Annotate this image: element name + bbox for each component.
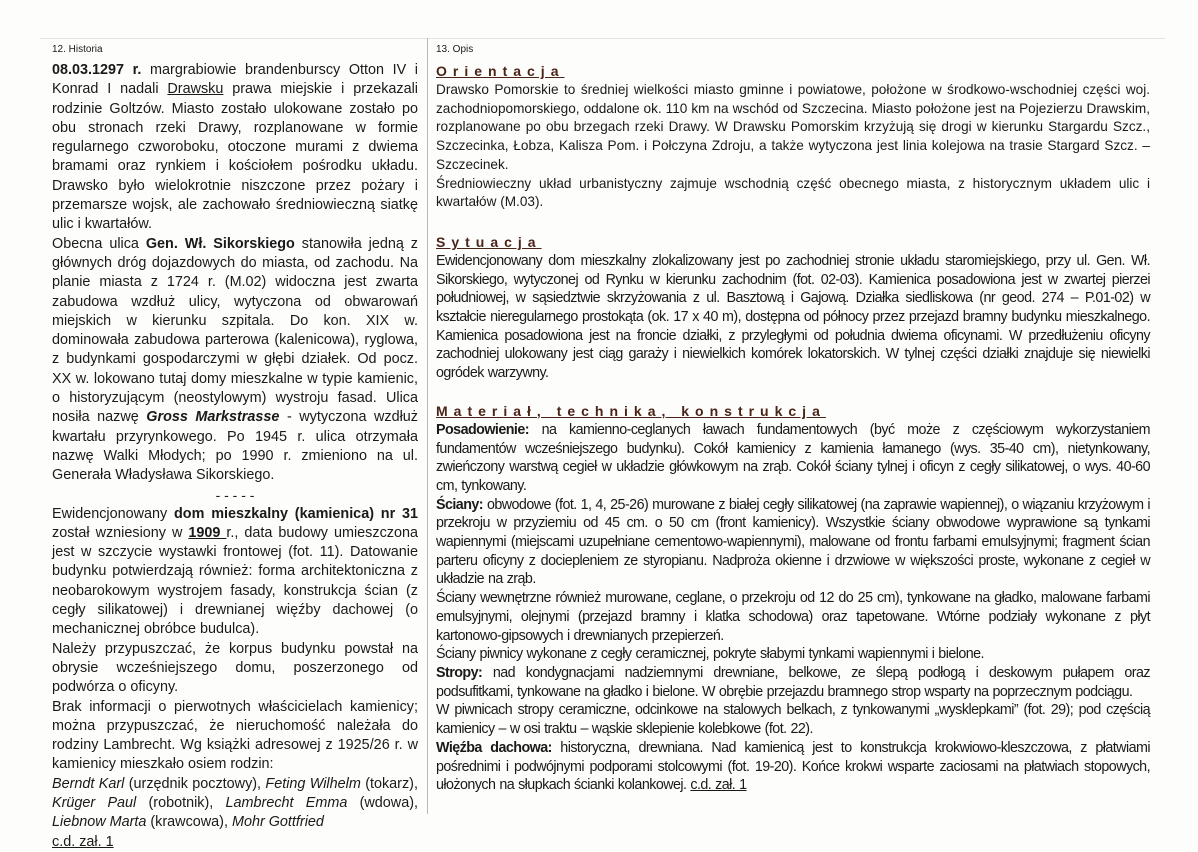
orientacja-paragraph-1: Drawsko Pomorskie to średniej wielkości miasto gminne i powiatowe, położone w środkowo-wschodniej części woj. zachodniopomorskiego, oddalone ok. 110 km na wschód od Szczecina. Miasto położone jest na Pojezierzu Drawskim, rozplanowane po obu brzegach rzeki Drawy. W Drawsku Pomorskim krzyżują się drogi w kierunku Stargardu Szcz., Szczecinka, Łobza, Kalisza Pom. i Połczyna Zdroju, a także wytyczona jest linia kolejowa na trasie Stargard Szcz. – Szczecinek.	[436, 82, 1150, 172]
residents-list	[52, 775, 418, 833]
old-street-name: Gross Markstrasse	[146, 409, 280, 426]
history-paragraph-2	[52, 235, 418, 486]
founding-date: 08.03.1297 r.	[52, 62, 142, 78]
wiezba-label: Więźba dachowa:	[436, 739, 552, 756]
wiezba-paragraph	[436, 739, 1150, 795]
resident-name: Berndt Karl	[52, 775, 125, 792]
history-paragraph-4: Należy przypuszczać, że korpus budynku powstał na obrysie wcześniejszego domu, poszerzonego od podwórza o oficyny.	[52, 640, 418, 696]
page-top-rule	[40, 38, 1165, 39]
sciany-label: Ściany:	[436, 496, 484, 513]
continued-link[interactable]: c.d. zał. 1	[690, 777, 747, 794]
stropy-label: Stropy:	[436, 664, 483, 681]
resident-job: (wdowa),	[347, 794, 418, 811]
street-name: Gen. Wł. Sikorskiego	[145, 235, 295, 252]
posadowienie-paragraph	[436, 421, 1150, 496]
sytuacja-paragraph: Ewidencjonowany dom mieszkalny zlokalizowany jest po zachodniej stronie układu staromiejskiego, przy ul. Gen. Wł. Sikorskiego, wytyczonej od Rynku w kierunku zachodnim (fot. 02-03). Kamienica posadowiona jest w zwartej pierzei południowej, w sąsiedztwie skrzyżowania z ul. Basztową i Gajową. Działka siedliskowa (nr geod. 274 – P.01-02) w kształcie nieregularnego prostokąta (ok. 17 x 40 m), dostępna od północy przez przejazd bramny budynku mieszkalnego. Kamienica posadowiona jest na froncie działki, z przyległymi od południa dwiema oficynami. W przedłużeniu oficyny zachodniej ulokowany jest ciąg garaży i niewielkich komórek lokatorskich. W tylnej części działki znajduje się niewielki ogródek warzywny.	[436, 252, 1150, 382]
resident-name: Feting Wilhelm	[265, 775, 361, 792]
separator: - - - - -	[215, 486, 255, 503]
text: nad kondygnacjami nadziemnymi drewniane, belkowe, ze ślepą podłogą i deskowym pułapem oraz podsufitkami, tynkowane na gładko i bielone. W obrębie przejazdu bramnego strop wsparty na poprzecznym podciągu.	[436, 664, 1150, 700]
text: Ewidencjonowany	[52, 505, 175, 522]
text: prawa miejskie i przekazali rodzinie Goltzów. Miasto zostało ulokowane zostało po obu stronach rzeki Drawy, rozplanowane w formie regularnego czworoboku, otoczone murami z dwiema bramami oraz rynkiem i kościołem pośrodku układu. Drawsko było wielokrotnie niszczone przez pożary i przemarsze wojsk, ale zachowało średniowieczną siatkę ulic i kwartałów.	[52, 81, 418, 233]
stropy-paragraph	[436, 664, 1150, 701]
sciany-paragraph	[436, 496, 1150, 590]
history-paragraph-1	[52, 61, 418, 235]
town-name: Drawsku	[167, 81, 224, 98]
section-label-description: 13. Opis	[436, 44, 474, 55]
section-label-history: 12. Historia	[52, 44, 103, 55]
text: margrabiowie brandenburscy Otton IV i Konrad I nadali	[52, 62, 419, 98]
column-divider	[427, 38, 428, 814]
history-paragraph-3	[52, 505, 418, 640]
resident-job: (robotnik),	[136, 794, 226, 811]
sciany-piwnicy-paragraph: Ściany piwnicy wykonane z cegły ceramicznej, pokryte słabymi tynkami wapiennymi i bielone.	[436, 646, 984, 663]
text: stanowiła jedną z głównych dróg dojazdowych do miasta, od zachodu. Na planie miasta z 1724 r. (M.02) widoczna jest zwarta zabudowa wzdłuż ulicy, wytyczona od obwarowań miejskich w kierunku szpitala. Do kon. XIX w. dominowała zabudowa parterowa (kalenicowa), ryglowa, z budynkami gospodarczymi w głębi działek. Od pocz. XX w. lokowano tutaj domy mieszkalne w typie kamienic, o historyzującym (neostylowym) wystroju fasad. Ulica nosiła nazwę	[52, 235, 418, 426]
heading-orientacja: Orientacja	[436, 63, 565, 79]
continued-link[interactable]: c.d. zał. 1	[52, 833, 114, 850]
resident-name: Mohr Gottfried	[231, 814, 324, 831]
orientacja-paragraph-2: Średniowieczny układ urbanistyczny zajmuje wschodnią część obecnego miasta, z historycznym układem ulic i kwartałów (M.03).	[436, 175, 1150, 210]
resident-job: (krawcowa),	[146, 814, 232, 831]
resident-name: Krüger Paul	[52, 794, 137, 811]
posadowienie-label: Posadowienie:	[436, 421, 529, 438]
heading-sytuacja: Sytuacja	[436, 233, 542, 250]
text: został wzniesiony w	[52, 524, 189, 541]
build-year: 1909	[188, 524, 227, 541]
description-column	[436, 44, 1150, 795]
text: obwodowe (fot. 1, 4, 25-26) murowane z białej cegły silikatowej (na zaprawie wapiennej), o wiązaniu krzyżowym i przekroju w przyziemiu od 45 cm. o 50 cm (front kamienicy). Wszystkie ściany obwodowe wyprawione są tynkami wapiennymi (miejscami uzupełniane cementowo-wapiennymi), malowane od frontu farbami emulsyjnymi; fragment ścian parteru oficyny z dociepleniem ze styropianu. Nadproża okienne i drzwiowe w większości proste, wykonane z cegieł w układzie na zrąb.	[436, 496, 1150, 588]
stropy-piwnic-paragraph: W piwnicach stropy ceramiczne, odcinkowe na stalowych belkach, z tynkowanymi „wysklepkami” (fot. 29); pod częścią kamienicy – w osi traktu – wąskie sklepienie kolebkowe (fot. 22).	[436, 702, 1150, 738]
resident-job: (tokarz),	[360, 775, 418, 792]
text: historyczna, drewniana. Nad kamienicą jest to konstrukcja krokwiowo-kleszczowa, z płatwiami pośrednimi i podwójnymi podporami stolcowymi (fot. 19-20). Końce krokwi wsparte zaciosami na płatwiach stopowych, ułożonych na słupkach ścianki kolankowej.	[436, 739, 1150, 794]
text: na kamienno-ceglanych ławach fundamentowych (być może z częściowym wykorzystaniem fundamentów wcześniejszego budynku). Cokół kamienicy z kamienia łamanego (wys. 35-40 cm), nietynkowany, zwieńczony warstwą cegieł w układzie główkowym na zrąb. Cokół ściany tylnej i oficyn z cegły silikatowej, o wys. 40-60 cm, tynkowany.	[436, 421, 1150, 494]
heading-material: Materiał, technika, konstrukcja	[436, 402, 826, 419]
text: r., data budowy umieszczona jest w szczycie wystawki frontowej (fot. 11). Datowanie budynku potwierdzają również: forma architektoniczna z neobarokowym wystrojem fasady, konstrukcja ścian (z cegły silikatowej) i drewnianej więźby dachowej (o mechanicznej obróbce budulca).	[52, 524, 418, 638]
text: Obecna ulica	[52, 235, 146, 252]
sciany-wewnetrzne-paragraph: Ściany wewnętrzne również murowane, ceglane, o przekroju od 12 do 25 cm), tynkowane na gładko, malowane farbami emulsyjnymi, olejnymi (przejazd bramny i klatka schodowa) oraz tapetowane. Wtórne podziały wykonane z płyt kartonowo-gipsowych i drewnianych przepierzeń.	[436, 590, 1150, 644]
continued-line	[52, 833, 418, 852]
history-paragraph-5: Brak informacji o pierwotnych właścicielach kamienicy; można przypuszczać, że nieruchomość należała do rodziny Lambrecht. Wg książki adresowej z 1925/26 r. w kamienicy mieszkało osiem rodzin:	[52, 698, 418, 773]
text: - wytyczona wzdłuż kwartału przyrynkowego. Po 1945 r. ulica otrzymała nazwę Walki Młodych; po 1990 r. zmieniono na ul. Generała Władysława Sikorskiego.	[52, 409, 418, 484]
building-name: dom mieszkalny (kamienica) nr 31	[174, 505, 418, 522]
history-column	[52, 44, 418, 852]
resident-job: (urzędnik pocztowy),	[124, 775, 266, 792]
resident-name: Lambrecht Emma	[225, 794, 348, 811]
resident-name: Liebnow Marta	[52, 814, 147, 831]
